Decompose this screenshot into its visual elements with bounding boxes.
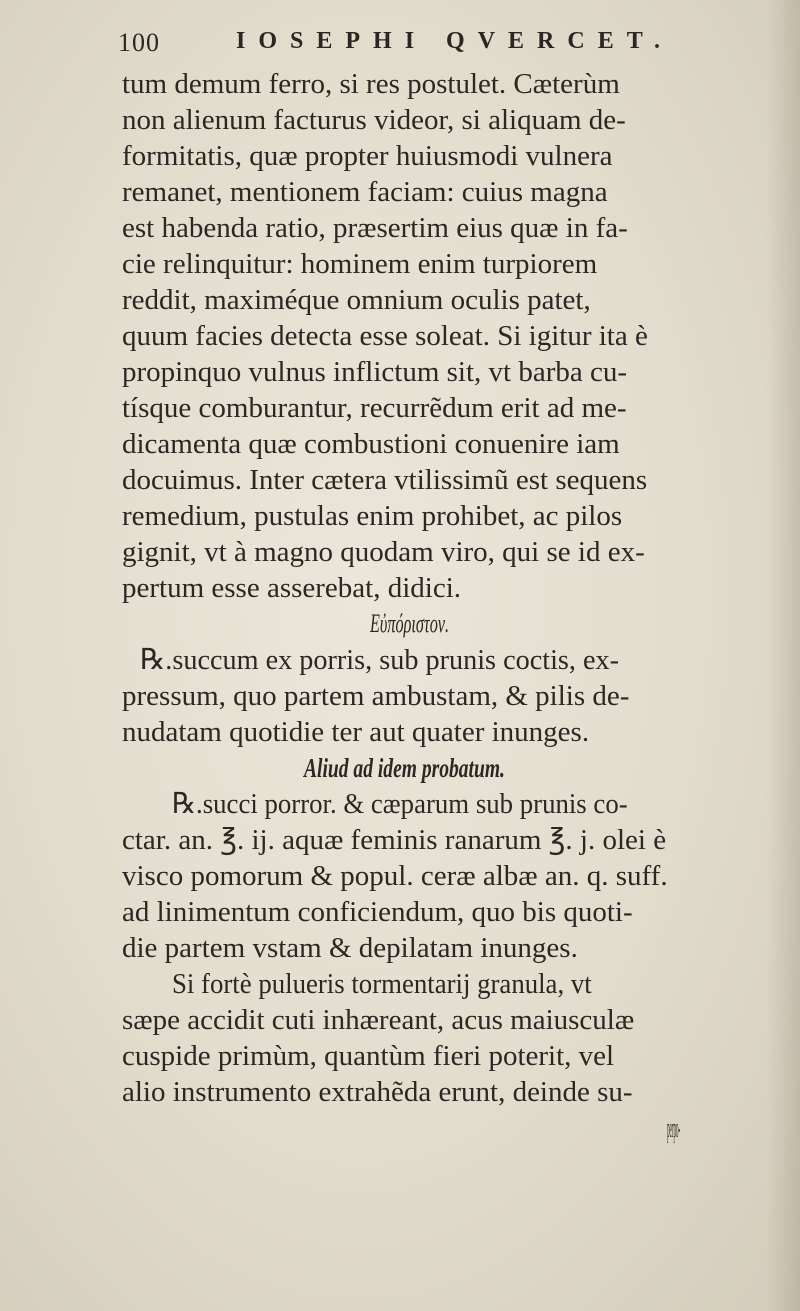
text-line: die partem vstam & depilatam inunges. bbox=[122, 932, 578, 964]
text-line: cie relinquitur: hominem enim turpiorem bbox=[122, 248, 598, 280]
text-line: nudatam quotidie ter aut quater inunges. bbox=[122, 716, 590, 748]
running-head: IOSEPHI QVERCET. bbox=[236, 28, 673, 54]
text-line: propinquo vulnus inflictum sit, vt barba cu- bbox=[122, 356, 628, 388]
text-line: est habenda ratio, præsertim eius quæ in fa- bbox=[122, 212, 628, 244]
page-header bbox=[118, 22, 678, 62]
section-heading-italic: Aliud ad idem probatum. bbox=[304, 753, 505, 783]
text-line: remanet, mentionem faciam: cuius magna bbox=[122, 176, 608, 208]
text-line: docuimus. Inter cætera vtilissimũ est sequens bbox=[122, 464, 648, 496]
text-line: visco pomorum & popul. ceræ albæ an. q. suff. bbox=[122, 860, 668, 892]
recipe-line: ℞.succum ex porris, sub prunis coctis, ex- bbox=[140, 644, 620, 676]
body-text bbox=[122, 66, 782, 1146]
recipe-line: ℞.succi porror. & cæparum sub prunis co- bbox=[172, 788, 628, 820]
text-line: pertum esse asserebat, didici. bbox=[122, 572, 462, 604]
text-line: ad linimentum conficiendum, quo bis quoti- bbox=[122, 896, 633, 928]
text-line: reddit, maximéque omnium oculis patet, bbox=[122, 284, 591, 316]
text-line: remedium, pustulas enim prohibet, ac pilos bbox=[122, 500, 623, 532]
text-line: cuspide primùm, quantùm fieri poterit, vel bbox=[122, 1040, 615, 1072]
text-line: ctar. an. ℥. ij. aquæ feminis ranarum ℥. j. olei è bbox=[122, 824, 667, 856]
text-line: dicamenta quæ combustioni conuenire iam bbox=[122, 428, 620, 460]
text-line: gignit, vt à magno quodam viro, qui se id ex- bbox=[122, 536, 645, 568]
page-number: 100 bbox=[118, 28, 160, 57]
text-line: sæpe accidit cuti inhæreant, acus maiusculæ bbox=[122, 1004, 635, 1036]
section-heading-greek: Εὐπόριστον. bbox=[370, 609, 450, 638]
catchword: perpo- bbox=[667, 1112, 681, 1144]
text-line: pressum, quo partem ambustam, & pilis de- bbox=[122, 680, 630, 712]
text-line: formitatis, quæ propter huiusmodi vulnera bbox=[122, 140, 613, 172]
text-line: quum facies detecta esse soleat. Si igitur ita è bbox=[122, 320, 648, 352]
text-line: alio instrumento extrahẽda erunt, deinde su- bbox=[122, 1076, 633, 1108]
text-line: non alienum facturus videor, si aliquam de- bbox=[122, 104, 626, 136]
text-line: tum demum ferro, si res postulet. Cæterùm bbox=[122, 68, 620, 100]
text-line: tísque comburantur, recurrẽdum erit ad me- bbox=[122, 392, 627, 424]
text-line: Si fortè pulueris tormentarij granula, vt bbox=[172, 968, 592, 1000]
